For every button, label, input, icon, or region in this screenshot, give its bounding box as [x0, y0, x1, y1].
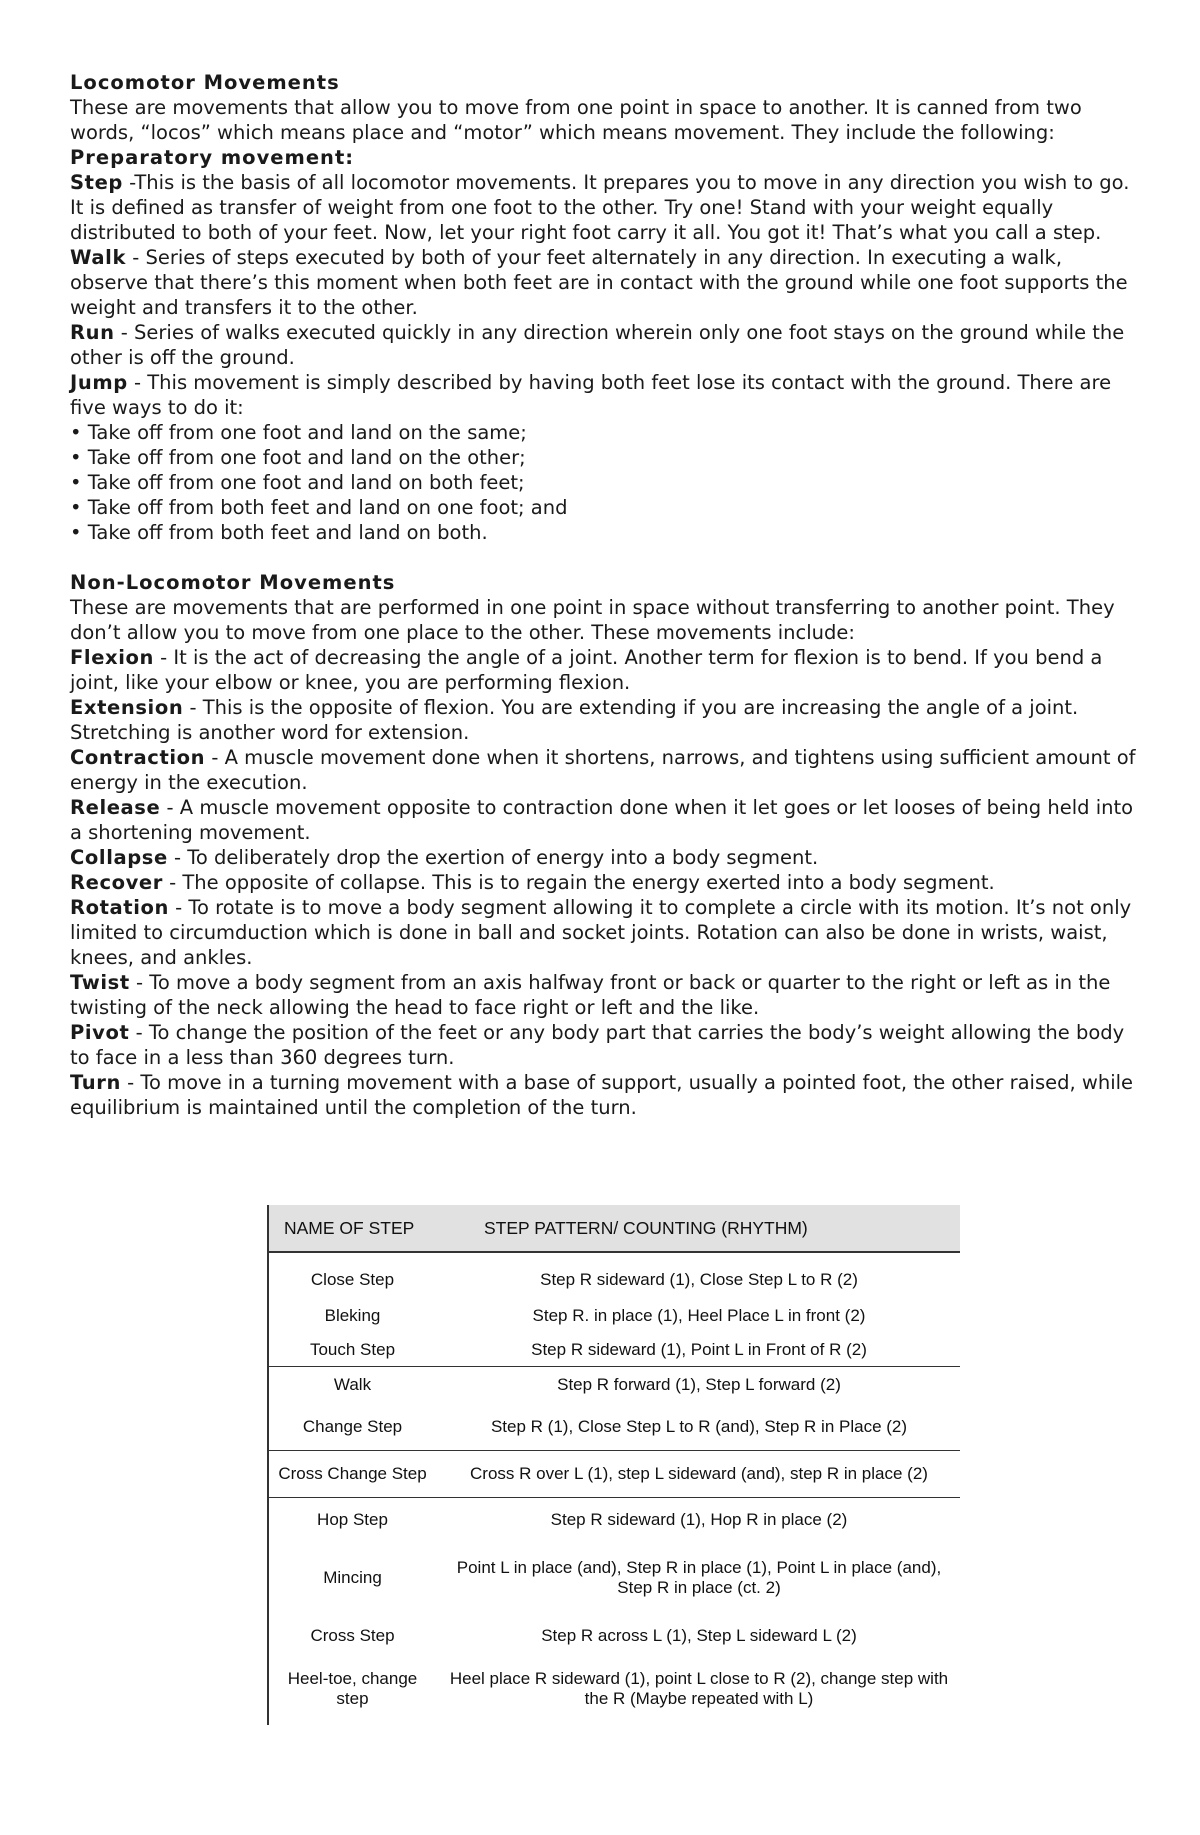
non-locomotor-heading: Non-Locomotor Movements	[70, 571, 396, 594]
definition-text: -This is the basis of all locomotor movements. It prepares you to move in any direction you wish to go. It is defined as transfer of weight from one foot to the other. Try one! Stand with your weight equally distributed to both of your feet. Now, let your right foot carry it all. You got it! That’s what you call a step.	[70, 171, 1130, 244]
step-pattern-table	[267, 1205, 960, 1719]
locomotor-heading: Locomotor Movements	[70, 71, 340, 94]
definition-text: - To change the position of the feet or any body part that carries the body’s weight allowing the body to face in a less than 360 degrees turn.	[70, 1021, 1125, 1069]
table-row	[267, 1659, 960, 1719]
list-item: • Take off from one foot and land on the same;	[70, 420, 1140, 445]
step-pattern-cell: Step R sideward (1), Close Step L to R (2)	[540, 1269, 858, 1289]
term-flexion: Flexion	[70, 646, 154, 669]
table-row	[267, 1613, 960, 1659]
jump-definition	[70, 370, 1140, 420]
twist-definition	[70, 970, 1140, 1020]
column-header-pattern: STEP PATTERN/ COUNTING (RHYTHM)	[438, 1205, 960, 1252]
flexion-definition	[70, 645, 1140, 695]
table-row	[267, 1252, 960, 1298]
table-left-border	[267, 1205, 269, 1725]
term-recover: Recover	[70, 871, 163, 894]
term-twist: Twist	[70, 971, 130, 994]
run-definition	[70, 320, 1140, 370]
term-collapse: Collapse	[70, 846, 168, 869]
definition-text: - Series of steps executed by both of your feet alternately in any direction. In executing a walk, observe that there’s this moment when both feet are in contact with the ground while one foot supports the weight and transfers it to the other.	[70, 246, 1128, 319]
table-row	[267, 1497, 960, 1543]
term-run: Run	[70, 321, 115, 344]
preparatory-heading: Preparatory movement:	[70, 146, 355, 169]
document-body	[70, 70, 1140, 1120]
definition-text: - A muscle movement done when it shortens, narrows, and tightens using sufficient amount of energy in the execution.	[70, 746, 1136, 794]
definition-text: - To move in a turning movement with a base of support, usually a pointed foot, the other raised, while equilibrium is maintained until the completion of the turn.	[70, 1071, 1134, 1119]
list-item: • Take off from one foot and land on both feet;	[70, 470, 1140, 495]
step-definition	[70, 170, 1140, 245]
definition-text: - To move a body segment from an axis halfway front or back or quarter to the right or left as in the twisting of the neck allowing the head to face right or left and the like.	[70, 971, 1111, 1019]
definition-text: - The opposite of collapse. This is to regain the energy exerted into a body segment.	[162, 871, 995, 894]
step-name-cell: Change Step	[267, 1404, 438, 1450]
pivot-definition	[70, 1020, 1140, 1070]
term-rotation: Rotation	[70, 896, 169, 919]
step-name-cell: Heel-toe, change step	[287, 1669, 418, 1708]
walk-definition	[70, 245, 1140, 320]
table-header-row	[267, 1205, 960, 1252]
step-pattern-cell: Step R forward (1), Step L forward (2)	[557, 1375, 841, 1395]
step-name-cell: Close Step	[310, 1269, 395, 1289]
step-pattern-cell: Step R across L (1), Step L sideward L (2)	[541, 1626, 857, 1645]
definition-text: - Series of walks executed quickly in any direction wherein only one foot stays on the ground while the other is off the ground.	[70, 321, 1125, 369]
section-spacer	[70, 545, 1140, 570]
step-name-cell: Walk	[333, 1375, 372, 1395]
extension-definition	[70, 695, 1140, 745]
table-row	[267, 1450, 960, 1497]
term-step: Step	[70, 171, 123, 194]
table-row	[267, 1366, 960, 1404]
list-item: • Take off from both feet and land on both.	[70, 520, 1140, 545]
step-name-cell: Hop Step	[317, 1510, 388, 1530]
definition-text: - This movement is simply described by having both feet lose its contact with the ground. There are five ways to do it:	[70, 371, 1112, 419]
definition-text: - This is the opposite of flexion. You are extending if you are increasing the angle of a joint. Stretching is another word for extension.	[70, 696, 1079, 744]
rotation-definition	[70, 895, 1140, 970]
step-pattern-cell: Step R. in place (1), Heel Place L in front (2)	[532, 1306, 866, 1325]
table-row	[267, 1543, 960, 1613]
step-pattern-cell: Step R sideward (1), Hop R in place (2)	[550, 1510, 848, 1530]
step-pattern-cell: Step R sideward (1), Point L in Front of R (2)	[438, 1334, 960, 1366]
list-item: • Take off from one foot and land on the other;	[70, 445, 1140, 470]
locomotor-intro: These are movements that allow you to move from one point in space to another. It is canned from two words, “locos” which means place and “motor” which means movement. They include the following:	[70, 96, 1082, 144]
term-extension: Extension	[70, 696, 184, 719]
definition-text: - A muscle movement opposite to contraction done when it let goes or let looses of being held into a shortening movement.	[70, 796, 1134, 844]
definition-text: - It is the act of decreasing the angle of a joint. Another term for flexion is to bend. If you bend a joint, like your elbow or knee, you are performing flexion.	[70, 646, 1103, 694]
term-jump: Jump	[70, 371, 128, 394]
step-table	[267, 1205, 960, 1719]
term-walk: Walk	[70, 246, 127, 269]
term-pivot: Pivot	[70, 1021, 130, 1044]
step-pattern-cell: Heel place R sideward (1), point L close to R (2), change step with the R (Maybe repeated with L)	[449, 1669, 949, 1708]
definition-text: - To deliberately drop the exertion of energy into a body segment.	[167, 846, 819, 869]
contraction-definition	[70, 745, 1140, 795]
term-turn: Turn	[70, 1071, 121, 1094]
jump-ways-list	[70, 420, 1140, 545]
non-locomotor-intro: These are movements that are performed in one point in space without transferring to another point. They don’t allow you to move from one place to the other. These movements include:	[70, 596, 1115, 644]
step-pattern-cell: Step R (1), Close Step L to R (and), Step R in Place (2)	[438, 1404, 960, 1450]
step-name-cell: Cross Step	[310, 1626, 395, 1645]
definition-text: - To rotate is to move a body segment allowing it to complete a circle with its motion. It’s not only limited to circumduction which is done in ball and socket joints. Rotation can also be done in wrists, waist, knees, and ankles.	[70, 896, 1132, 969]
release-definition	[70, 795, 1140, 845]
step-name-cell: Bleking	[324, 1306, 381, 1325]
step-name-cell: Touch Step	[267, 1334, 438, 1366]
table-row	[267, 1334, 960, 1366]
list-item: • Take off from both feet and land on one foot; and	[70, 495, 1140, 520]
column-header-name: NAME OF STEP	[267, 1205, 438, 1252]
term-release: Release	[70, 796, 161, 819]
step-pattern-cell: Cross R over L (1), step L sideward (and), step R in place (2)	[438, 1450, 960, 1497]
turn-definition	[70, 1070, 1140, 1120]
term-contraction: Contraction	[70, 746, 206, 769]
table-row	[267, 1298, 960, 1334]
step-pattern-cell: Point L in place (and), Step R in place (1), Point L in place (and), Step R in place (ct. 2)	[456, 1558, 942, 1597]
table-row	[267, 1404, 960, 1450]
step-name-cell: Cross Change Step	[267, 1450, 438, 1497]
step-name-cell: Mincing	[323, 1568, 382, 1587]
collapse-definition	[70, 845, 1140, 870]
recover-definition	[70, 870, 1140, 895]
